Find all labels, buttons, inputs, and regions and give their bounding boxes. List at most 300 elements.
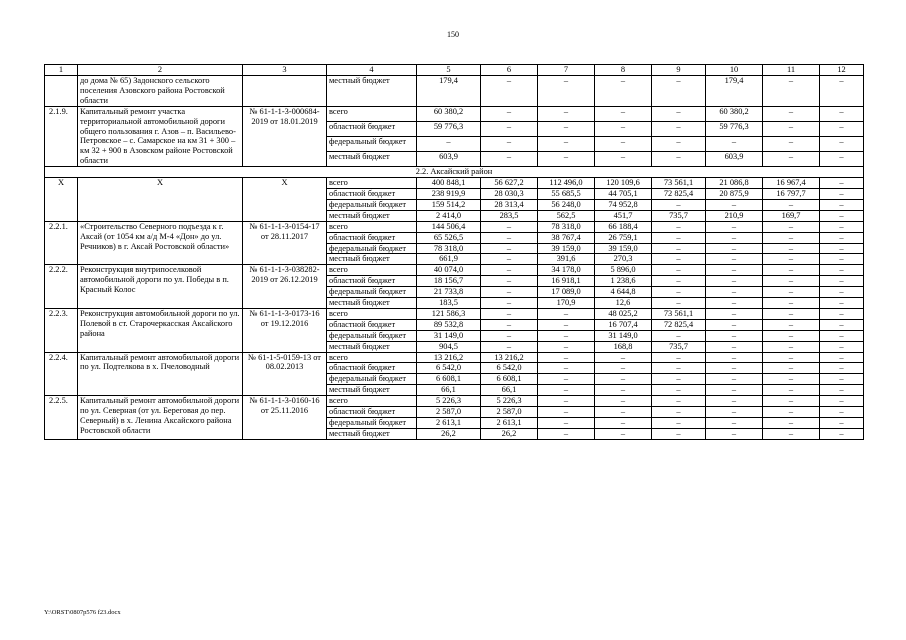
table-row xyxy=(45,221,864,232)
amount-cell: – xyxy=(481,254,538,265)
amount-cell: – xyxy=(763,363,820,374)
amount-cell: – xyxy=(595,152,652,167)
amount-cell: – xyxy=(595,136,652,151)
amount-cell: – xyxy=(652,363,706,374)
amount-cell: – xyxy=(706,136,763,151)
amount-cell: – xyxy=(820,298,864,309)
amount-cell: 2 613,1 xyxy=(417,418,481,429)
amount-cell: – xyxy=(706,341,763,352)
amount-cell: 26 759,1 xyxy=(595,232,652,243)
amount-cell: – xyxy=(706,374,763,385)
amount-cell: – xyxy=(706,265,763,276)
item-number: 2.2.1. xyxy=(45,221,78,265)
item-number: 2.2.5. xyxy=(45,396,78,440)
registration-number: № 61-1-1-3-0173-16 от 19.12.2016 xyxy=(243,308,327,352)
amount-cell: 159 514,2 xyxy=(417,199,481,210)
amount-cell: 73 561,1 xyxy=(652,178,706,189)
amount-cell: – xyxy=(763,121,820,136)
funding-source: всего xyxy=(327,396,417,407)
amount-cell: 400 848,1 xyxy=(417,178,481,189)
item-number: 2.2.2. xyxy=(45,265,78,309)
item-name: Капитальный ремонт автомобильной дороги по ул. Подтелкова в х. Пчеловодный xyxy=(78,352,243,396)
header-cell: 1 xyxy=(45,65,78,76)
amount-cell: 74 952,8 xyxy=(595,199,652,210)
amount-cell: – xyxy=(820,308,864,319)
amount-cell: 210,9 xyxy=(706,210,763,221)
amount-cell: – xyxy=(820,330,864,341)
amount-cell: – xyxy=(706,243,763,254)
amount-cell: – xyxy=(652,352,706,363)
registration-number: № 61-1-1-3-000684-2019 от 18.01.2019 xyxy=(243,106,327,166)
amount-cell: – xyxy=(706,363,763,374)
amount-cell: – xyxy=(763,136,820,151)
amount-cell: – xyxy=(763,428,820,439)
header-cell: 7 xyxy=(538,65,595,76)
amount-cell: 735,7 xyxy=(652,210,706,221)
header-cell: 4 xyxy=(327,65,417,76)
item-name: «Строительство Северного подъезда к г. Аксай (от 1054 км а/д М-4 «Дон» до ул. Речников) в г. Аксай Ростовской области» xyxy=(78,221,243,265)
funding-source: местный бюджет xyxy=(327,152,417,167)
item-name: Капитальный ремонт участка территориальной автомобильной дороги общего пользования г. Азов – п. Васильево-Петровское – с. Самарское на км 31 + 300 – км 32 + 900 в Азовском районе Ростовской области xyxy=(78,106,243,166)
amount-cell: – xyxy=(820,287,864,298)
amount-cell: 451,7 xyxy=(595,210,652,221)
amount-cell: – xyxy=(820,121,864,136)
amount-cell: 26,2 xyxy=(417,428,481,439)
amount-cell: – xyxy=(763,341,820,352)
registration-number xyxy=(243,76,327,107)
funding-source: федеральный бюджет xyxy=(327,136,417,151)
amount-cell: – xyxy=(595,418,652,429)
amount-cell: 2 414,0 xyxy=(417,210,481,221)
amount-cell: – xyxy=(538,352,595,363)
amount-cell: – xyxy=(538,407,595,418)
funding-source: областной бюджет xyxy=(327,121,417,136)
amount-cell: 2 587,0 xyxy=(481,407,538,418)
amount-cell: – xyxy=(538,308,595,319)
amount-cell: 73 561,1 xyxy=(652,308,706,319)
amount-cell: 283,5 xyxy=(481,210,538,221)
amount-cell: – xyxy=(652,121,706,136)
amount-cell: 603,9 xyxy=(417,152,481,167)
header-cell: 11 xyxy=(763,65,820,76)
amount-cell: – xyxy=(481,319,538,330)
registration-number: X xyxy=(243,178,327,222)
funding-source: областной бюджет xyxy=(327,188,417,199)
amount-cell: 179,4 xyxy=(706,76,763,107)
amount-cell: – xyxy=(652,221,706,232)
funding-source: всего xyxy=(327,265,417,276)
header-cell: 5 xyxy=(417,65,481,76)
funding-source: всего xyxy=(327,221,417,232)
amount-cell: 16 797,7 xyxy=(763,188,820,199)
amount-cell: 65 526,5 xyxy=(417,232,481,243)
amount-cell: – xyxy=(538,136,595,151)
amount-cell: – xyxy=(820,374,864,385)
item-number: 2.2.3. xyxy=(45,308,78,352)
amount-cell: – xyxy=(706,232,763,243)
amount-cell: – xyxy=(820,254,864,265)
amount-cell: – xyxy=(481,308,538,319)
amount-cell: 238 919,9 xyxy=(417,188,481,199)
amount-cell: – xyxy=(763,276,820,287)
amount-cell: – xyxy=(763,407,820,418)
amount-cell: – xyxy=(820,243,864,254)
funding-source: всего xyxy=(327,106,417,121)
amount-cell: – xyxy=(538,374,595,385)
amount-cell: 16 967,4 xyxy=(763,178,820,189)
amount-cell: – xyxy=(481,106,538,121)
amount-cell: 13 216,2 xyxy=(417,352,481,363)
footer-file-path: Y:\ORST\0807p576 f23.docx xyxy=(44,609,121,616)
amount-cell: – xyxy=(538,418,595,429)
amount-cell: – xyxy=(481,136,538,151)
amount-cell: 6 608,1 xyxy=(417,374,481,385)
amount-cell: 66,1 xyxy=(481,385,538,396)
amount-cell: – xyxy=(820,106,864,121)
amount-cell: – xyxy=(763,385,820,396)
amount-cell: 183,5 xyxy=(417,298,481,309)
amount-cell: – xyxy=(763,243,820,254)
amount-cell: – xyxy=(820,385,864,396)
amount-cell: – xyxy=(481,121,538,136)
amount-cell: 48 025,2 xyxy=(595,308,652,319)
table-row xyxy=(45,352,864,363)
amount-cell: 31 149,0 xyxy=(417,330,481,341)
funding-source: областной бюджет xyxy=(327,232,417,243)
amount-cell: 1 238,6 xyxy=(595,276,652,287)
amount-cell: – xyxy=(820,199,864,210)
header-cell: 9 xyxy=(652,65,706,76)
amount-cell: – xyxy=(652,407,706,418)
amount-cell: – xyxy=(706,407,763,418)
registration-number: № 61-1-5-0159-13 от 08.02.2013 xyxy=(243,352,327,396)
funding-source: местный бюджет xyxy=(327,298,417,309)
amount-cell: – xyxy=(538,76,595,107)
amount-cell: – xyxy=(706,298,763,309)
amount-cell: – xyxy=(820,319,864,330)
amount-cell: – xyxy=(652,265,706,276)
funding-source: областной бюджет xyxy=(327,276,417,287)
funding-source: областной бюджет xyxy=(327,319,417,330)
table-row xyxy=(45,396,864,407)
amount-cell: 13 216,2 xyxy=(481,352,538,363)
amount-cell: – xyxy=(595,121,652,136)
amount-cell: – xyxy=(652,396,706,407)
amount-cell: – xyxy=(706,385,763,396)
amount-cell: 21 086,8 xyxy=(706,178,763,189)
registration-number: № 61-1-1-3-0154-17 от 28.11.2017 xyxy=(243,221,327,265)
item-number xyxy=(45,76,78,107)
amount-cell: 168,8 xyxy=(595,341,652,352)
amount-cell: – xyxy=(820,136,864,151)
amount-cell: – xyxy=(595,374,652,385)
amount-cell: 66,1 xyxy=(417,385,481,396)
amount-cell: – xyxy=(820,76,864,107)
amount-cell: 78 318,0 xyxy=(538,221,595,232)
amount-cell: – xyxy=(763,308,820,319)
funding-source: федеральный бюджет xyxy=(327,287,417,298)
amount-cell: – xyxy=(763,254,820,265)
amount-cell: 60 380,2 xyxy=(706,106,763,121)
amount-cell: 31 149,0 xyxy=(595,330,652,341)
amount-cell: – xyxy=(595,385,652,396)
amount-cell: – xyxy=(763,106,820,121)
item-name: Реконструкция внутрипоселковой автомобильной дороги по ул. Победы в п. Красный Колос xyxy=(78,265,243,309)
amount-cell: – xyxy=(820,221,864,232)
item-number: 2.1.9. xyxy=(45,106,78,166)
amount-cell: – xyxy=(652,374,706,385)
item-name: X xyxy=(78,178,243,222)
amount-cell: – xyxy=(595,363,652,374)
header-cell: 12 xyxy=(820,65,864,76)
amount-cell: – xyxy=(652,298,706,309)
amount-cell: – xyxy=(595,106,652,121)
registration-number: № 61-1-1-3-038282-2019 от 26.12.2019 xyxy=(243,265,327,309)
funding-source: местный бюджет xyxy=(327,210,417,221)
amount-cell: 661,9 xyxy=(417,254,481,265)
amount-cell: – xyxy=(820,178,864,189)
amount-cell: – xyxy=(763,287,820,298)
amount-cell: – xyxy=(763,152,820,167)
amount-cell: – xyxy=(820,352,864,363)
amount-cell: 18 156,7 xyxy=(417,276,481,287)
amount-cell: 16 707,4 xyxy=(595,319,652,330)
amount-cell: – xyxy=(763,76,820,107)
amount-cell: – xyxy=(538,363,595,374)
table-row xyxy=(45,308,864,319)
amount-cell: 2 613,1 xyxy=(481,418,538,429)
amount-cell: 120 109,6 xyxy=(595,178,652,189)
amount-cell: – xyxy=(538,121,595,136)
amount-cell: – xyxy=(652,76,706,107)
item-name: до дома № 65) Задонского сельского поселения Азовского района Ростовской области xyxy=(78,76,243,107)
amount-cell: – xyxy=(538,106,595,121)
funding-source: местный бюджет xyxy=(327,341,417,352)
amount-cell: 55 685,5 xyxy=(538,188,595,199)
amount-cell: – xyxy=(706,396,763,407)
funding-source: местный бюджет xyxy=(327,428,417,439)
amount-cell: – xyxy=(706,254,763,265)
amount-cell: – xyxy=(706,287,763,298)
amount-cell: 5 226,3 xyxy=(481,396,538,407)
section-row xyxy=(45,167,864,178)
amount-cell: – xyxy=(652,106,706,121)
amount-cell: – xyxy=(595,407,652,418)
amount-cell: – xyxy=(595,428,652,439)
table-row xyxy=(45,76,864,107)
amount-cell: – xyxy=(706,308,763,319)
funding-source: всего xyxy=(327,308,417,319)
amount-cell: – xyxy=(706,352,763,363)
amount-cell: – xyxy=(652,232,706,243)
section-title: 2.2. Аксайский район xyxy=(45,167,864,178)
amount-cell: – xyxy=(538,330,595,341)
amount-cell: – xyxy=(820,188,864,199)
amount-cell: – xyxy=(652,330,706,341)
registration-number: № 61-1-1-3-0160-16 от 25.11.2016 xyxy=(243,396,327,440)
amount-cell: – xyxy=(652,428,706,439)
amount-cell: – xyxy=(820,396,864,407)
amount-cell: 169,7 xyxy=(763,210,820,221)
funding-source: всего xyxy=(327,352,417,363)
header-cell: 6 xyxy=(481,65,538,76)
amount-cell: – xyxy=(763,352,820,363)
amount-cell: 12,6 xyxy=(595,298,652,309)
amount-cell: – xyxy=(706,330,763,341)
amount-cell: 38 767,4 xyxy=(538,232,595,243)
amount-cell: – xyxy=(706,418,763,429)
amount-cell: 40 074,0 xyxy=(417,265,481,276)
funding-source: федеральный бюджет xyxy=(327,418,417,429)
amount-cell: – xyxy=(481,265,538,276)
amount-cell: 112 496,0 xyxy=(538,178,595,189)
amount-cell: – xyxy=(538,319,595,330)
amount-cell: 72 825,4 xyxy=(652,188,706,199)
funding-source: федеральный бюджет xyxy=(327,199,417,210)
amount-cell: – xyxy=(763,418,820,429)
amount-cell: 121 586,3 xyxy=(417,308,481,319)
amount-cell: 6 542,0 xyxy=(417,363,481,374)
amount-cell: – xyxy=(820,363,864,374)
amount-cell: 179,4 xyxy=(417,76,481,107)
amount-cell: – xyxy=(538,396,595,407)
amount-cell: – xyxy=(706,199,763,210)
amount-cell: – xyxy=(652,418,706,429)
amount-cell: – xyxy=(481,276,538,287)
amount-cell: 20 875,9 xyxy=(706,188,763,199)
amount-cell: 44 705,1 xyxy=(595,188,652,199)
amount-cell: 735,7 xyxy=(652,341,706,352)
amount-cell: – xyxy=(820,428,864,439)
amount-cell: – xyxy=(652,254,706,265)
amount-cell: – xyxy=(481,298,538,309)
amount-cell: – xyxy=(481,341,538,352)
funding-source: всего xyxy=(327,178,417,189)
amount-cell: 270,3 xyxy=(595,254,652,265)
item-number: X xyxy=(45,178,78,222)
amount-cell: – xyxy=(763,374,820,385)
header-row xyxy=(45,65,864,76)
funding-source: федеральный бюджет xyxy=(327,374,417,385)
amount-cell: – xyxy=(763,396,820,407)
item-name: Капитальный ремонт автомобильной дороги по ул. Северная (от ул. Береговая до пер. Северный) в х. Ленина Аксайского района Ростовской области xyxy=(78,396,243,440)
amount-cell: 56 248,0 xyxy=(538,199,595,210)
amount-cell: – xyxy=(706,319,763,330)
funding-source: областной бюджет xyxy=(327,363,417,374)
amount-cell: 39 159,0 xyxy=(595,243,652,254)
amount-cell: 78 318,0 xyxy=(417,243,481,254)
amount-cell: – xyxy=(595,396,652,407)
amount-cell: – xyxy=(820,210,864,221)
amount-cell: – xyxy=(763,221,820,232)
amount-cell: – xyxy=(820,407,864,418)
amount-cell: – xyxy=(706,276,763,287)
amount-cell: – xyxy=(820,152,864,167)
amount-cell: 562,5 xyxy=(538,210,595,221)
funding-source: местный бюджет xyxy=(327,385,417,396)
amount-cell: 66 188,4 xyxy=(595,221,652,232)
budget-table xyxy=(44,64,864,440)
amount-cell: 6 542,0 xyxy=(481,363,538,374)
amount-cell: 26,2 xyxy=(481,428,538,439)
amount-cell: 39 159,0 xyxy=(538,243,595,254)
amount-cell: – xyxy=(652,136,706,151)
amount-cell: – xyxy=(481,221,538,232)
amount-cell: 28 313,4 xyxy=(481,199,538,210)
amount-cell: 16 918,1 xyxy=(538,276,595,287)
funding-source: федеральный бюджет xyxy=(327,243,417,254)
table-row xyxy=(45,178,864,189)
amount-cell: – xyxy=(595,352,652,363)
amount-cell: 56 627,2 xyxy=(481,178,538,189)
amount-cell: – xyxy=(820,341,864,352)
amount-cell: – xyxy=(652,287,706,298)
amount-cell: 34 178,0 xyxy=(538,265,595,276)
amount-cell: 17 089,0 xyxy=(538,287,595,298)
amount-cell: – xyxy=(706,221,763,232)
amount-cell: – xyxy=(820,265,864,276)
amount-cell: – xyxy=(481,243,538,254)
funding-source: областной бюджет xyxy=(327,407,417,418)
amount-cell: – xyxy=(652,199,706,210)
amount-cell: 21 733,8 xyxy=(417,287,481,298)
amount-cell: – xyxy=(652,152,706,167)
amount-cell: – xyxy=(538,385,595,396)
amount-cell: 4 644,8 xyxy=(595,287,652,298)
amount-cell: – xyxy=(417,136,481,151)
amount-cell: – xyxy=(763,319,820,330)
amount-cell: 59 776,3 xyxy=(417,121,481,136)
amount-cell: 904,5 xyxy=(417,341,481,352)
item-number: 2.2.4. xyxy=(45,352,78,396)
amount-cell: – xyxy=(595,76,652,107)
amount-cell: – xyxy=(706,428,763,439)
amount-cell: – xyxy=(481,330,538,341)
header-cell: 3 xyxy=(243,65,327,76)
amount-cell: 144 506,4 xyxy=(417,221,481,232)
amount-cell: 5 226,3 xyxy=(417,396,481,407)
amount-cell: 28 030,3 xyxy=(481,188,538,199)
amount-cell: – xyxy=(538,428,595,439)
funding-source: местный бюджет xyxy=(327,76,417,107)
amount-cell: 59 776,3 xyxy=(706,121,763,136)
amount-cell: 2 587,0 xyxy=(417,407,481,418)
amount-cell: – xyxy=(481,76,538,107)
header-cell: 10 xyxy=(706,65,763,76)
table-row xyxy=(45,106,864,121)
amount-cell: 89 532,8 xyxy=(417,319,481,330)
amount-cell: – xyxy=(538,152,595,167)
amount-cell: – xyxy=(763,298,820,309)
amount-cell: – xyxy=(763,330,820,341)
amount-cell: – xyxy=(820,276,864,287)
amount-cell: – xyxy=(652,385,706,396)
amount-cell: 170,9 xyxy=(538,298,595,309)
amount-cell: – xyxy=(481,287,538,298)
header-cell: 8 xyxy=(595,65,652,76)
amount-cell: – xyxy=(763,199,820,210)
amount-cell: 60 380,2 xyxy=(417,106,481,121)
page-number: 150 xyxy=(447,30,459,39)
amount-cell: – xyxy=(481,152,538,167)
amount-cell: – xyxy=(763,232,820,243)
amount-cell: – xyxy=(652,276,706,287)
amount-cell: 5 896,0 xyxy=(595,265,652,276)
amount-cell: – xyxy=(652,243,706,254)
table-body xyxy=(45,65,864,440)
amount-cell: 391,6 xyxy=(538,254,595,265)
amount-cell: – xyxy=(538,341,595,352)
